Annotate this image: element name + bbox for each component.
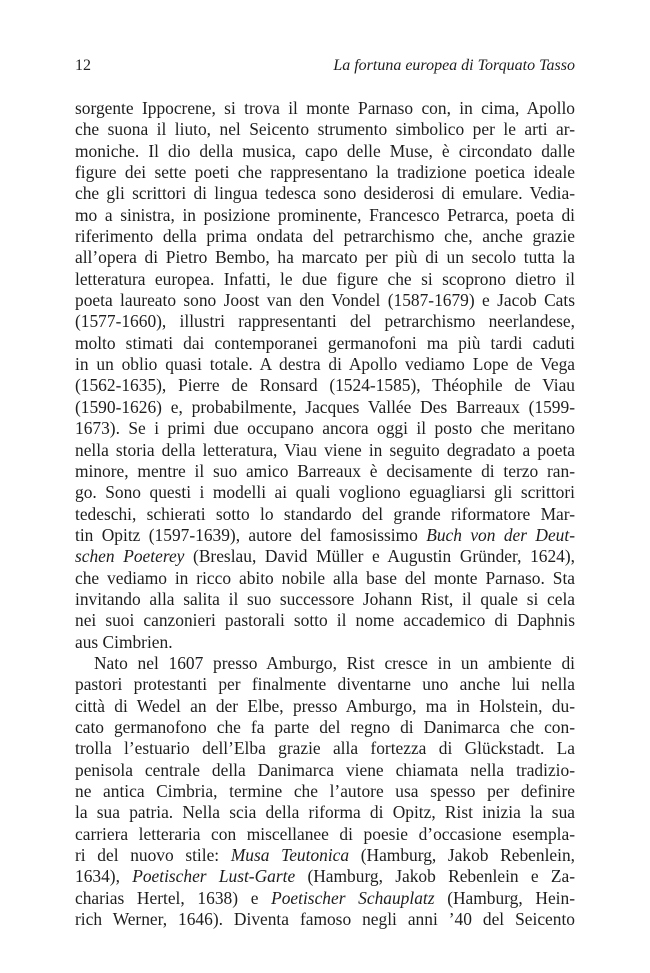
page-header [75, 57, 575, 79]
text-line [75, 760, 575, 781]
text-segment: go. Sono questi i modelli ai quali vogliono eguagliarsi gli scrittori [75, 482, 575, 503]
text-segment: all’opera di Pietro Bembo, ha marcato per più di un secolo tutta la [75, 247, 575, 268]
text-line [75, 845, 575, 866]
text-line [75, 504, 575, 525]
text-segment: molto stimati dai contemporanei germanofoni ma più tardi caduti [75, 332, 575, 353]
text-segment: (1562-1635), Pierre de Ronsard (1524-1585), Théophile de Viau [75, 375, 575, 396]
text-segment: Nato nel 1607 presso Amburgo, Rist cresce in un ambiente di [94, 652, 575, 673]
text-line [75, 226, 575, 247]
text-segment: letteratura europea. Infatti, le due figure che si scoprono dietro il [75, 268, 575, 289]
running-title: La fortuna europea di Torquato Tasso [333, 57, 575, 74]
text-line [75, 311, 575, 332]
text-line [75, 888, 575, 909]
text-segment: moniche. Il dio della musica, capo delle Muse, è circondato dalle [75, 140, 575, 161]
text-line [75, 375, 575, 396]
text-segment: (Hamburg, Jakob Rebenlein, [349, 845, 575, 866]
italic-title-text: Musa Teutonica [230, 845, 350, 866]
text-line [75, 247, 575, 268]
text-line [75, 568, 575, 589]
text-segment: nella storia della letteratura, Viau viene in seguito degradato a poeta [75, 439, 575, 460]
text-line [75, 824, 575, 845]
text-line [75, 98, 575, 119]
text-line [75, 354, 575, 375]
page-number: 12 [75, 57, 91, 74]
text-line [75, 589, 575, 610]
italic-title-text: schen Poeterey [75, 546, 185, 567]
text-line [75, 269, 575, 290]
text-segment: penisola centrale della Danimarca viene chiamata nella tradizio- [75, 759, 575, 780]
text-segment: tedeschi, schierati sotto lo standardo del grande riformatore Mar- [75, 503, 575, 524]
text-segment: poeta laureato sono Joost van den Vondel (1587-1679) e Jacob Cats [75, 290, 575, 311]
italic-title-text: Poetischer Schauplatz [271, 887, 435, 908]
text-segment: ne antica Cimbria, termine che l’autore usa spesso per definire [75, 781, 575, 801]
text-segment: (Hamburg, Hein- [434, 887, 575, 908]
text-segment: (Hamburg, Jakob Rebenlein e Za- [295, 866, 575, 887]
text-segment: carriera letteraria con miscellanee di poesie d’occasione esempla- [75, 823, 575, 844]
text-line [75, 717, 575, 738]
text-segment: nei suoi canzonieri pastorali sotto il nome accademico di Daphnis [75, 610, 575, 631]
text-line [75, 397, 575, 418]
text-segment: rich Werner, 1646). Diventa famoso negli anni ’40 del Seicento [75, 909, 575, 930]
text-segment: 1634), [75, 866, 133, 887]
italic-title-text: Poetischer Lust-Garte [132, 866, 296, 887]
text-line [75, 610, 575, 631]
text-segment: in un oblio quasi totale. A destra di Apollo vediamo Lope de Vega [75, 354, 575, 375]
text-line [75, 461, 575, 482]
text-segment: aus Cimbrien. [75, 631, 173, 652]
text-segment: che gli scrittori di lingua tedesca sono desiderosi di emulare. Vedia- [75, 183, 575, 204]
text-segment: trolla l’estuario dell’Elba grazie alla fortezza di Glückstadt. La [75, 738, 575, 759]
text-line [75, 333, 575, 354]
text-line [75, 674, 575, 695]
text-line [75, 546, 575, 567]
text-segment: invitando alla salita il suo successore Johann Rist, il quale si cela [75, 588, 575, 609]
text-line [75, 440, 575, 461]
text-segment: ri del nuovo stile: [75, 845, 231, 866]
text-line [75, 183, 575, 204]
text-segment: (1577-1660), illustri rappresentanti del petrarchismo neerlandese, [75, 311, 575, 332]
text-line [75, 119, 575, 140]
text-line [75, 781, 575, 802]
text-line [75, 696, 575, 717]
text-segment: cato germanofono che fa parte del regno di Danimarca che con- [75, 716, 575, 737]
text-line [75, 802, 575, 823]
text-segment: città di Wedel an der Elbe, presso Amburgo, ma in Holstein, du- [75, 695, 575, 716]
body-text [75, 98, 575, 930]
text-line [75, 205, 575, 226]
text-segment: che vediamo in ricco abito nobile alla base del monte Parnaso. Sta [75, 567, 575, 588]
text-line [75, 909, 575, 930]
text-line [75, 141, 575, 162]
text-segment: figure dei sette poeti che rappresentano la tradizione poetica ideale [75, 162, 575, 183]
italic-title-text: Buch von der Deut- [426, 524, 575, 545]
text-line [75, 632, 575, 653]
text-segment: (1590-1626) e, probabilmente, Jacques Vallée Des Barreaux (1599- [75, 396, 575, 417]
text-line [75, 738, 575, 759]
text-segment: charias Hertel, 1638) e [75, 887, 272, 908]
text-segment: mo a sinistra, in posizione prominente, Francesco Petrarca, poeta di [75, 204, 575, 225]
text-segment: pastori protestanti per finalmente diventarne uno anche lui nella [75, 674, 575, 695]
text-segment: la sua patria. Nella scia della riforma di Opitz, Rist inizia la sua [75, 802, 575, 823]
text-line [75, 525, 575, 546]
text-segment: tin Opitz (1597-1639), autore del famosissimo [75, 524, 427, 545]
text-line [75, 162, 575, 183]
text-segment: che suona il liuto, nel Seicento strumento simbolico per le arti ar- [75, 119, 575, 140]
text-line [75, 653, 575, 674]
text-line [75, 418, 575, 439]
text-line [75, 290, 575, 311]
text-line [75, 482, 575, 503]
text-segment: 1673). Se i primi due occupano ancora oggi il posto che meritano [75, 418, 575, 439]
text-segment: minore, mentre il suo amico Barreaux è decisamente di terzo ran- [75, 460, 575, 481]
text-line [75, 866, 575, 887]
text-segment: sorgente Ippocrene, si trova il monte Parnaso con, in cima, Apollo [75, 98, 575, 118]
text-segment: (Breslau, David Müller e Augustin Gründer, 1624), [184, 546, 576, 567]
text-segment: riferimento della prima ondata del petrarchismo che, anche grazie [75, 226, 575, 247]
